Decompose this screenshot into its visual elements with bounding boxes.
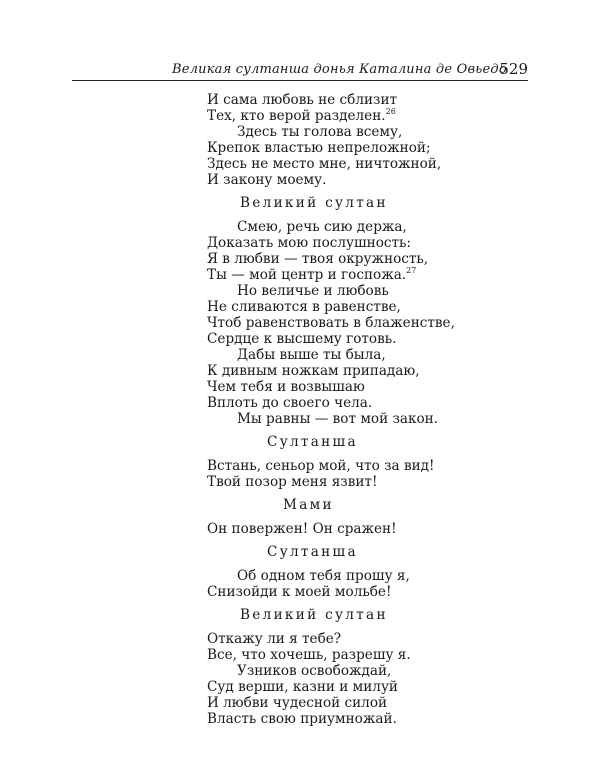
verse-line: Твой позор меня язвит! <box>207 474 378 490</box>
verse-line: Все, что хочешь, разрешу я. <box>207 647 411 663</box>
verse-body <box>207 92 457 727</box>
running-title: Великая султанша донья Каталина де Овьедо <box>172 62 507 77</box>
speaker-heading: Мами <box>283 497 334 513</box>
verse-line: Чем тебя и возвышаю <box>207 379 365 395</box>
footnote-marker: 27 <box>406 266 417 275</box>
verse-line: Не сливаются в равенстве, <box>207 299 401 315</box>
page-number: 529 <box>499 60 528 78</box>
verse-line: Я в любви — твоя окружность, <box>207 251 429 267</box>
verse-line: К дивным ножкам припадаю, <box>207 363 420 379</box>
verse-line: Тех, кто верой разделен.$^{26}$ <box>207 107 396 124</box>
verse-line: Власть свою приумножай. <box>207 711 397 727</box>
verse-line: Откажу ли я тебе? <box>207 631 342 647</box>
speaker-heading: Великий султан <box>240 607 388 623</box>
verse-line: Дабы выше ты была, <box>237 347 386 363</box>
verse-line: Здесь не место мне, ничтожной, <box>207 156 442 172</box>
speaker-heading: Султанша <box>267 544 358 560</box>
verse-line: Он повержен! Он сражен! <box>207 521 397 537</box>
verse-line: Узников освобождай, <box>237 663 392 679</box>
running-header <box>72 60 528 82</box>
verse-line: Ты — мой центр и госпожа.$^{27}$ <box>207 266 417 283</box>
speaker-heading: Великий султан <box>240 195 388 211</box>
verse-line: Доказать мою послушность: <box>207 235 411 251</box>
verse-line: Снизойди к моей мольбе! <box>207 584 392 600</box>
verse-line: Об одном тебя прошу я, <box>237 568 410 584</box>
verse-line: Здесь ты голова всему, <box>237 124 403 140</box>
verse-line: Крепок властью непреложной; <box>207 140 431 156</box>
speaker-heading: Султанша <box>267 434 358 450</box>
verse-line: Вплоть до своего чела. <box>207 395 373 411</box>
verse-line: И закону моему. <box>207 172 327 188</box>
header-rule <box>72 80 528 81</box>
verse-line: Но величье и любовь <box>237 283 389 299</box>
verse-line: И сама любовь не сблизит <box>207 92 398 108</box>
verse-line: Чтоб равенствовать в блаженстве, <box>207 315 455 331</box>
verse-line: Суд верши, казни и милуй <box>207 679 398 695</box>
verse-line: Сердце к высшему готовь. <box>207 331 397 347</box>
footnote-marker: 26 <box>385 107 396 116</box>
verse-line: И любви чудесной силой <box>207 695 388 711</box>
verse-line: Встань, сеньор мой, что за вид! <box>207 458 435 474</box>
verse-line: Мы равны — вот мой закон. <box>237 411 439 427</box>
verse-line: Смею, речь сию держа, <box>237 219 407 235</box>
